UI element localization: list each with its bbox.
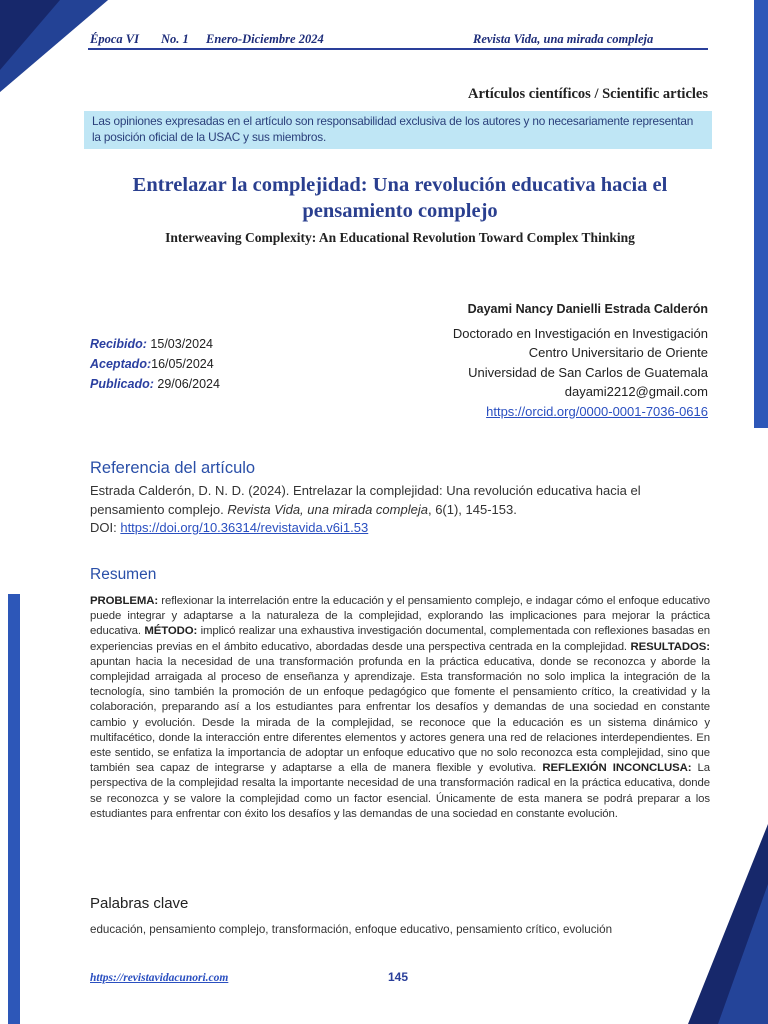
author-center: Centro Universitario de Oriente (528, 345, 708, 360)
metodo-label: MÉTODO: (144, 625, 198, 638)
reference-volume: , 6(1), 145-153. (427, 501, 517, 517)
right-accent-bar (754, 0, 768, 428)
reference-heading: Referencia del artículo (90, 459, 256, 477)
reference-citation: Estrada Calderón, D. N. D. (2024). Entrelazar la complejidad: Una revolución educativa hacia el pensamiento complejo. (90, 483, 641, 517)
left-accent-bar (8, 594, 20, 1024)
header-epoca: Época VI (90, 32, 139, 46)
author-name: Dayami Nancy Danielli Estrada Calderón (467, 302, 708, 316)
header-journal: Revista Vida, una mirada compleja (473, 32, 654, 46)
problema-text: reflexionar la interrelación entre la educación y el pensamiento complejo, e indagar cómo el enfoque educativo puede integrar y adaptarse a la naturaleza de la complejidad, explorando las implicaciones para mejorar la práctica educativa. (90, 595, 710, 638)
doi-label: DOI: (90, 520, 121, 535)
keywords-text: educación, pensamiento complejo, transformación, enfoque educativo, pensamiento crítico, evolución (90, 923, 613, 936)
reflexion-label: REFLEXIÓN INCONCLUSA: (542, 762, 692, 775)
resultados-label: RESULTADOS: (630, 640, 710, 653)
published-label: Publicado: (90, 377, 154, 391)
header-period: Enero-Diciembre 2024 (206, 32, 324, 46)
section-label: Artículos científicos / Scientific articles (468, 86, 708, 102)
header-number: No. 1 (161, 32, 189, 46)
problema-label: PROBLEMA: (90, 595, 159, 607)
abstract-heading: Resumen (90, 566, 157, 583)
metodo-text: implicó realizar una exhaustiva investigación documental, complementada con reflexiones basadas en experiencias previas en el ámbito educativo, abordadas desde una perspectiva centrada en la complejidad. (90, 625, 710, 653)
reference-text (90, 482, 710, 538)
accepted-label: Aceptado: (90, 357, 152, 371)
accepted-date: 16/05/2024 (151, 357, 214, 371)
published-date: 29/06/2024 (153, 377, 220, 391)
author-orcid-link[interactable]: https://orcid.org/0000-0001-7036-0616 (486, 403, 708, 419)
received-label: Recibido: (90, 337, 147, 351)
article-subtitle: Interweaving Complexity: An Educational Revolution Toward Complex Thinking (165, 230, 635, 245)
dates-block (90, 334, 220, 394)
received-date: 15/03/2024 (146, 337, 213, 351)
keywords-heading: Palabras clave (90, 895, 189, 912)
header-divider (88, 48, 708, 50)
article-title: Entrelazar la complejidad: Una revolución educativa hacia el pensamiento complejo (132, 174, 668, 222)
author-degree: Doctorado en Investigación en Investigación (452, 325, 708, 341)
resultados-text: apuntan hacia la necesidad de una transformación profunda en la práctica educativa, donde se reconozca y aborde la complejidad arraigada al proceso de enseñanza y aprendizaje. Esta transformación no solo implica la integración de la tecnología, sino también la promoción de un enfoque pedagógico que fomente el pensamiento crítico, la creatividad y la colaboración, preparando así a los estudiantes para enfrentar los desafíos y demandas de una sociedad en constante cambio y evolución. Desde la mirada de la complejidad, se reconoce que la educación es un sistema dinámico y multifacético, donde la interacción entre diferentes elementos y actores genera una red de relaciones interdependientes. En este sentido, se enfatiza la importancia de adoptar un enfoque educativo que no solo reconozca esta complejidad, sino que también sea capaz de integrarse y adaptarse a ella de manera flexible y evolutiva. (90, 655, 710, 775)
doi-link[interactable]: https://doi.org/10.36314/revistavida.v6i1.53 (120, 520, 369, 535)
author-university: Universidad de San Carlos de Guatemala (468, 364, 708, 380)
disclaimer-box: Las opiniones expresadas en el artículo son responsabilidad exclusiva de los autores y no necesariamente representan la posición oficial de la USAC y sus miembros. (84, 111, 712, 149)
footer-website-link[interactable]: https://revistavidacunori.com (90, 972, 229, 984)
page-number: 145 (388, 970, 409, 984)
reflexion-text: La perspectiva de la complejidad resalta la importante necesidad de una transformación radical en la práctica educativa, donde se reconozca y se valore la complejidad como un factor esencial. Únicamente de esta manera se podrá preparar a los estudiantes para enfrentar con éxito los desafíos y las demandas de una sociedad en constante evolución. (90, 762, 710, 820)
author-email: dayami2212@gmail.com (564, 384, 708, 399)
author-block (453, 300, 708, 421)
reference-journal: Revista Vida, una mirada compleja (227, 501, 428, 517)
abstract-text (90, 594, 710, 822)
